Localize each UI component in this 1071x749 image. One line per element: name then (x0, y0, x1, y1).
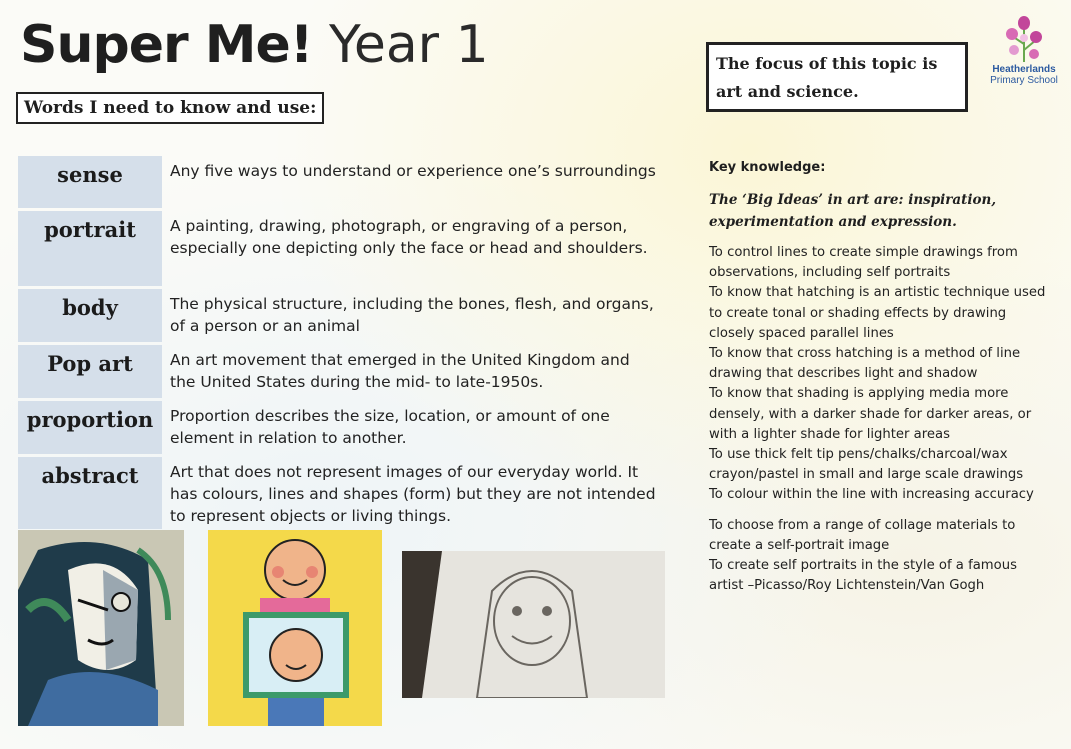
vocab-term: proportion (18, 401, 162, 454)
page-title (20, 10, 489, 80)
title-bold: Super Me! (20, 15, 313, 75)
vocab-definition: Art that does not represent images of our everyday world. It has colours, lines and shapes (form) but they are not intended to represent objects or living things. (170, 463, 656, 525)
vocab-term: abstract (18, 457, 162, 529)
logo-school-name: Heatherlands (992, 64, 1056, 75)
vocab-term: body (18, 289, 162, 342)
knowledge-point: To know that shading is applying media more densely, with a darker shade for darker areas, or with a lighter shade for lighter areas (709, 386, 1032, 442)
vocab-definition: The physical structure, including the bones, flesh, and organs, of a person or an animal (170, 295, 654, 335)
knowledge-point: To know that cross hatching is a method of line drawing that describes light and shadow (709, 346, 1021, 382)
vocab-row (18, 345, 658, 398)
knowledge-point: To control lines to create simple drawings from observations, including self portraits (709, 245, 1018, 281)
vocab-row (18, 211, 658, 286)
vocab-row (18, 401, 658, 454)
focus-box: The focus of this topic is art and science. (706, 42, 968, 112)
vocab-term: portrait (18, 211, 162, 286)
pencil-self-portrait-photo (402, 551, 665, 698)
big-ideas: The ‘Big Ideas’ in art are: inspiration, experimentation and expression. (709, 192, 997, 230)
vocabulary-table (18, 156, 658, 532)
key-knowledge (709, 160, 1049, 596)
knowledge-point: To know that hatching is an artistic technique used to create tonal or shading effects by drawing closely spaced parallel lines (709, 285, 1046, 341)
words-heading: Words I need to know and use: (16, 92, 324, 124)
vocab-row (18, 156, 658, 208)
vocab-definition: Proportion describes the size, location, or amount of one element in relation to another. (170, 407, 610, 447)
title-year: Year 1 (328, 15, 489, 75)
logo-school-type: Primary School (990, 75, 1058, 86)
knowledge-point: To choose from a range of collage materials to create a self-portrait image (709, 517, 1016, 553)
vocab-definition: Any five ways to understand or experience one’s surroundings (170, 162, 656, 180)
knowledge-point: To create self portraits in the style of a famous artist –Picasso/Roy Lichtenstein/Van Gogh (709, 558, 1017, 594)
pop-art-portrait-image (208, 530, 382, 726)
vocab-definition: A painting, drawing, photograph, or engraving of a person, especially one depicting only the face or head and shoulders. (170, 217, 648, 257)
vocab-row (18, 457, 658, 529)
vocab-term: sense (18, 156, 162, 208)
vocab-definition: An art movement that emerged in the United Kingdom and the United States during the mid- to late-1950s. (170, 351, 630, 391)
vocab-term: Pop art (18, 345, 162, 398)
knowledge-point: To colour within the line with increasing accuracy (709, 487, 1034, 503)
picasso-portrait-image (18, 530, 184, 726)
knowledge-point: To use thick felt tip pens/chalks/charcoal/wax crayon/pastel in small and large scale drawings (709, 447, 1024, 483)
vocab-row (18, 289, 658, 342)
school-logo (985, 14, 1063, 94)
flower-logo-icon (1002, 14, 1046, 64)
key-knowledge-heading: Key knowledge: (709, 160, 826, 175)
